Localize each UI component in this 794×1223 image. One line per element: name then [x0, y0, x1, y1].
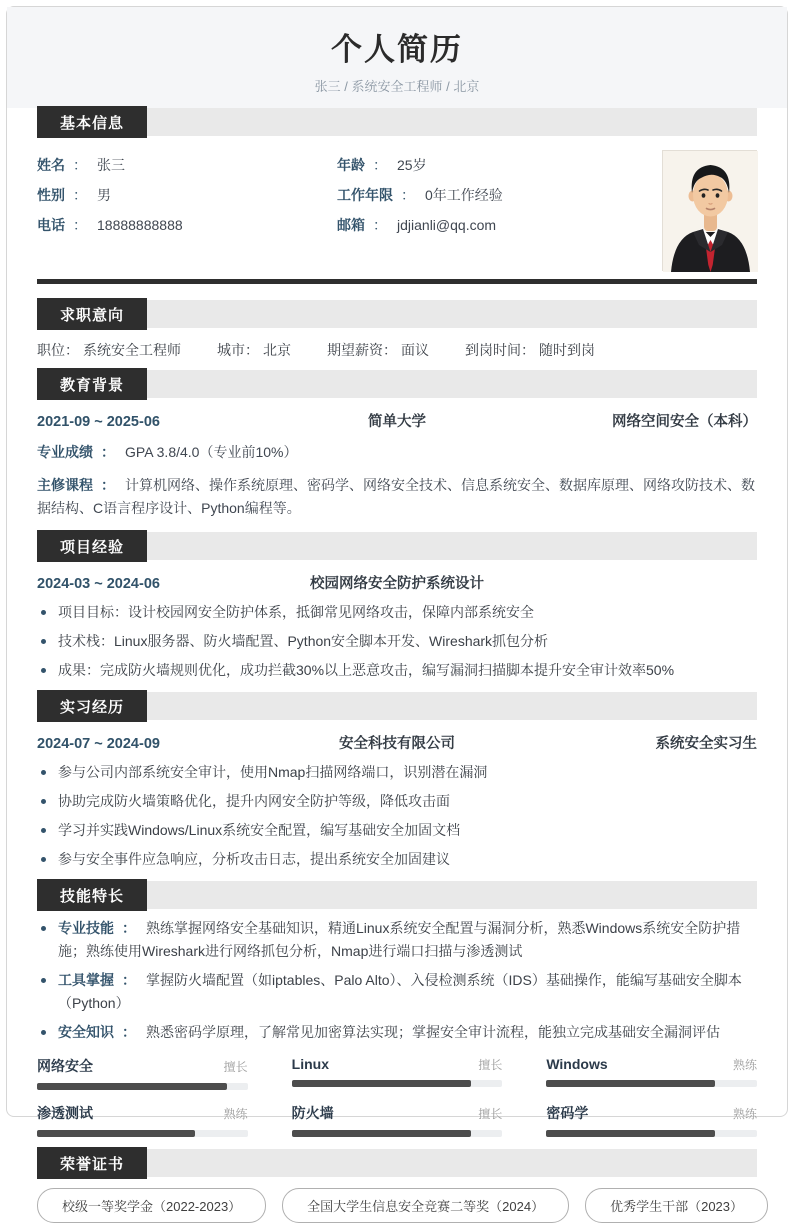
colon: ：	[65, 342, 79, 358]
bullet-icon	[41, 978, 46, 983]
field-label: 姓名	[37, 157, 65, 173]
list-item: 参与公司内部系统安全审计，使用Nmap扫描网络端口，识别潜在漏洞	[37, 761, 757, 784]
page-title: 个人简历	[331, 32, 463, 67]
courses-value: 计算机网络、操作系统原理、密码学、网络安全技术、信息系统安全、数据库原理、网络攻防技术、数据结构、C语言程序设计、Python编程等。	[37, 477, 755, 517]
basic-info-block	[37, 150, 757, 271]
section-title-honors: 荣誉证书	[37, 1147, 147, 1179]
bullet-icon	[41, 770, 46, 775]
bullet-icon	[41, 828, 46, 833]
bullet-icon	[41, 1030, 46, 1035]
education-major: 网络空间安全（本科）	[612, 414, 757, 430]
field-age	[337, 150, 662, 180]
bullet-icon	[41, 926, 46, 931]
resume-page	[6, 6, 788, 1215]
education-gpa-line	[37, 441, 757, 464]
bullet-icon	[41, 639, 46, 644]
skill-bar-network-security: 网络安全 擅长	[37, 1056, 248, 1090]
job-intent-row	[37, 340, 757, 360]
list-item: 参与安全事件应急响应，分析攻击日志，提出系统安全加固建议	[37, 848, 757, 871]
internship-bullet-list	[37, 761, 757, 871]
education-school: 简单大学	[368, 414, 426, 430]
skill-bar-track	[37, 1130, 248, 1137]
section-title-projects: 项目经验	[37, 530, 147, 562]
section-bar-basic-info	[37, 108, 757, 136]
field-value: jdjianli@qq.com	[397, 217, 497, 233]
skill-bar-track	[292, 1080, 503, 1087]
section-bar-honors	[37, 1149, 757, 1177]
field-value: 25岁	[397, 157, 427, 173]
field-email	[337, 210, 662, 240]
courses-label: 主修课程	[37, 477, 93, 494]
honor-pill-list	[37, 1188, 757, 1223]
honor-pill: 优秀学生干部（2023）	[585, 1188, 768, 1223]
field-label: 电话	[37, 217, 65, 233]
id-photo	[662, 150, 757, 271]
colon: ：	[101, 477, 115, 494]
project-period: 2024-03 ~ 2024-06	[37, 576, 160, 593]
gpa-value: GPA 3.8/4.0（专业前10%）	[125, 444, 298, 460]
honor-pill: 校级一等奖学金（2022-2023）	[37, 1188, 266, 1223]
resume-header	[7, 7, 787, 108]
project-name: 校园网络安全防护系统设计	[310, 576, 484, 593]
skill-bar-cryptography: 密码学 熟练	[546, 1103, 757, 1137]
skill-bar-firewall: 防火墙 擅长	[292, 1103, 503, 1137]
field-value: 男	[97, 187, 111, 203]
skill-bar-windows: Windows 熟练	[546, 1056, 757, 1090]
skill-level-badge: 熟练	[223, 1107, 248, 1122]
education-period: 2021-09 ~ 2025-06	[37, 414, 160, 430]
skill-level-badge: 擅长	[223, 1060, 248, 1075]
colon: ：	[122, 972, 136, 989]
avatar-illustration	[663, 151, 758, 272]
field-value: 18888888888	[97, 217, 183, 233]
education-heading-row	[37, 410, 757, 431]
project-bullet-list	[37, 601, 757, 682]
list-item: 项目目标：设计校园网安全防护体系，抵御常见网络攻击，保障内部系统安全	[37, 601, 757, 624]
section-bar-job-intent	[37, 300, 757, 328]
colon: ：	[73, 187, 87, 203]
section-title-job-intent: 求职意向	[37, 298, 147, 330]
skill-bar-track	[37, 1083, 248, 1090]
field-experience-years	[337, 180, 662, 210]
list-item: 协助完成防火墙策略优化，提升内网安全防护等级，降低攻击面	[37, 790, 757, 813]
field-value: 张三	[97, 157, 125, 173]
skill-bar-track	[292, 1130, 503, 1137]
thick-divider	[37, 279, 757, 284]
intent-salary: 期望薪资： 面议	[327, 342, 429, 358]
skill-bar-fill	[546, 1080, 715, 1087]
skill-bar-fill	[292, 1080, 471, 1087]
project-heading-row	[37, 572, 757, 593]
field-label: 年龄	[337, 157, 365, 173]
skill-bar-fill	[37, 1083, 227, 1090]
section-title-basic-info: 基本信息	[37, 106, 147, 138]
section-title-internship: 实习经历	[37, 690, 147, 722]
skill-level-badge: 擅长	[478, 1058, 503, 1073]
page-subtitle: 张三 / 系统安全工程师 / 北京	[314, 79, 480, 94]
bullet-icon	[41, 857, 46, 862]
section-title-skills: 技能特长	[37, 879, 147, 911]
honor-pill: 全国大学生信息安全竞赛二等奖（2024）	[282, 1188, 569, 1223]
skills-bullet-list	[37, 917, 757, 1044]
internship-role: 系统安全实习生	[655, 736, 757, 753]
skill-bar-penetration-testing: 渗透测试 熟练	[37, 1103, 248, 1137]
bullet-icon	[41, 799, 46, 804]
colon: ：	[383, 342, 397, 358]
colon: ：	[73, 157, 87, 173]
skill-bars-grid	[37, 1056, 757, 1137]
list-item: 安全知识 ： 熟悉密码学原理，了解常见加密算法实现；掌握安全审计流程，能独立完成基础安全漏洞评估	[37, 1021, 757, 1044]
field-value: 0年工作经验	[425, 187, 503, 203]
colon: ：	[73, 217, 87, 233]
colon: ：	[101, 444, 115, 460]
skill-level-badge: 熟练	[732, 1107, 757, 1122]
gpa-label: 专业成绩	[37, 444, 93, 460]
section-bar-projects	[37, 532, 757, 560]
list-item: 成果：完成防火墙规则优化，成功拦截30%以上恶意攻击，编写漏洞扫描脚本提升安全审计效率50%	[37, 659, 757, 682]
skill-bar-fill	[37, 1130, 195, 1137]
intent-position: 职位： 系统安全工程师	[37, 342, 181, 358]
field-phone	[37, 210, 337, 240]
internship-period: 2024-07 ~ 2024-09	[37, 736, 160, 753]
skill-bar-fill	[546, 1130, 715, 1137]
list-item: 工具掌握 ： 掌握防火墙配置（如iptables、Palo Alto）、入侵检测系统（IDS）基础操作，能编写基础安全脚本（Python）	[37, 969, 757, 1015]
skill-level-badge: 擅长	[478, 1107, 503, 1122]
skill-bar-track	[546, 1080, 757, 1087]
colon: ：	[521, 342, 535, 358]
skill-level-badge: 熟练	[732, 1058, 757, 1073]
internship-heading-row	[37, 732, 757, 753]
list-item: 专业技能 ： 熟练掌握网络安全基础知识，精通Linux系统安全配置与漏洞分析，熟悉Windows系统安全防护措施；熟练使用Wireshark进行网络抓包分析，Nmap进行端口扫描与渗透测试	[37, 917, 757, 963]
list-item: 学习并实践Windows/Linux系统安全配置，编写基础安全加固文档	[37, 819, 757, 842]
bullet-icon	[41, 668, 46, 673]
section-bar-education	[37, 370, 757, 398]
colon: ：	[245, 342, 259, 358]
internship-company: 安全科技有限公司	[339, 736, 455, 753]
section-title-education: 教育背景	[37, 368, 147, 400]
education-courses-line	[37, 474, 757, 520]
colon: ：	[373, 157, 387, 173]
field-label: 邮箱	[337, 217, 365, 233]
section-bar-internship	[37, 692, 757, 720]
skill-bar-fill	[292, 1130, 471, 1137]
field-label: 性别	[37, 187, 65, 203]
skill-bar-track	[546, 1130, 757, 1137]
bullet-icon	[41, 610, 46, 615]
colon: ：	[373, 217, 387, 233]
intent-city: 城市： 北京	[217, 342, 291, 358]
colon: ：	[122, 920, 136, 937]
colon: ：	[401, 187, 415, 203]
field-gender	[37, 180, 337, 210]
intent-start-time: 到岗时间： 随时到岗	[465, 342, 595, 358]
skill-bar-linux: Linux 擅长	[292, 1056, 503, 1090]
field-name	[37, 150, 337, 180]
colon: ：	[122, 1024, 136, 1041]
list-item: 技术栈：Linux服务器、防火墙配置、Python安全脚本开发、Wireshark抓包分析	[37, 630, 757, 653]
field-label: 工作年限	[337, 187, 393, 203]
section-bar-skills	[37, 881, 757, 909]
